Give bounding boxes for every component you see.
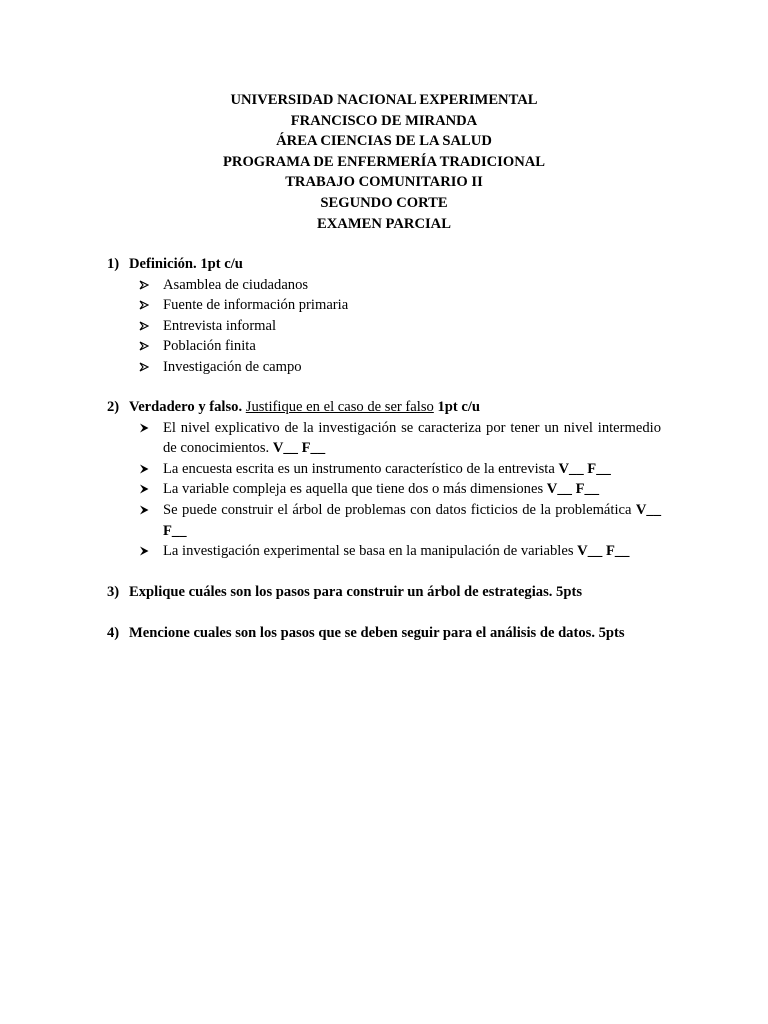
list-item	[107, 357, 661, 378]
arrow-bullet-icon	[139, 357, 149, 372]
question-1-number: 1)	[107, 256, 120, 272]
question-3-text: Explique cuáles son los pasos para construir un árbol de estrategias. 5pts	[129, 584, 582, 600]
list-item-text: Población finita	[163, 338, 256, 355]
question-3-title	[107, 582, 661, 603]
list-item	[107, 316, 661, 337]
question-1	[107, 254, 661, 378]
question-1-list	[107, 275, 661, 378]
true-false-blank: V__ F__	[163, 501, 662, 539]
question-1-title	[107, 254, 661, 275]
question-2-label: Verdadero y falso.	[129, 399, 243, 415]
arrow-bullet-icon	[139, 418, 149, 433]
statement-text: El nivel explicativo de la investigación se caracteriza por tener un nivel intermedio de conocimientos.	[163, 419, 661, 457]
question-3	[107, 582, 661, 603]
header-program: PROGRAMA DE ENFERMERÍA TRADICIONAL	[222, 153, 546, 170]
true-false-blank: V__ F__	[272, 440, 326, 457]
question-4-text: Mencione cuales son los pasos que se deben seguir para el análisis de datos. 5pts	[129, 625, 625, 641]
header-exam-type: EXAMEN PARCIAL	[317, 215, 451, 232]
arrow-bullet-icon	[139, 459, 149, 474]
arrow-bullet-icon	[139, 275, 149, 290]
header-term: SEGUNDO CORTE	[320, 194, 448, 211]
arrow-bullet-icon	[139, 479, 149, 494]
list-item-text: Asamblea de ciudadanos	[163, 276, 309, 293]
list-item	[107, 541, 661, 562]
question-4-title	[107, 623, 661, 644]
question-2-points: 1pt c/u	[437, 399, 481, 415]
list-item	[107, 500, 661, 541]
list-item-text: Fuente de información primaria	[163, 297, 349, 314]
list-item	[107, 479, 661, 500]
question-4	[107, 623, 661, 644]
question-2-list	[107, 418, 661, 562]
statement-text: La encuesta escrita es un instrumento característico de la entrevista	[163, 460, 555, 477]
question-2	[107, 397, 661, 562]
document-header	[0, 90, 768, 234]
header-area: ÁREA CIENCIAS DE LA SALUD	[276, 133, 492, 150]
list-item-text: Entrevista informal	[163, 317, 277, 334]
arrow-bullet-icon	[139, 500, 149, 515]
list-item	[107, 295, 661, 316]
list-item	[107, 418, 661, 459]
question-3-number: 3)	[107, 584, 120, 600]
true-false-blank: V__ F__	[558, 460, 611, 477]
statement-text: Se puede construir el árbol de problemas con datos ficticios de la problemática	[163, 501, 632, 518]
list-item	[107, 459, 661, 480]
arrow-bullet-icon	[139, 541, 149, 556]
header-university-name: FRANCISCO DE MIRANDA	[290, 112, 478, 129]
arrow-bullet-icon	[139, 316, 149, 331]
list-item	[107, 275, 661, 296]
question-2-title	[107, 397, 661, 418]
question-2-instruction: Justifique en el caso de ser falso	[245, 399, 434, 415]
arrow-bullet-icon	[139, 295, 149, 310]
header-university: UNIVERSIDAD NACIONAL EXPERIMENTAL	[230, 92, 538, 108]
true-false-blank: V__ F__	[577, 543, 630, 560]
true-false-blank: V__ F__	[546, 481, 600, 498]
statement-text: La investigación experimental se basa en la manipulación de variables	[163, 543, 574, 560]
question-1-text: Definición. 1pt c/u	[129, 256, 243, 272]
arrow-bullet-icon	[139, 336, 149, 351]
header-course: TRABAJO COMUNITARIO II	[285, 174, 483, 191]
question-2-number: 2)	[107, 399, 120, 415]
list-item	[107, 336, 661, 357]
statement-text: La variable compleja es aquella que tiene dos o más dimensiones	[163, 481, 544, 498]
question-4-number: 4)	[107, 625, 120, 641]
list-item-text: Investigación de campo	[163, 358, 302, 375]
